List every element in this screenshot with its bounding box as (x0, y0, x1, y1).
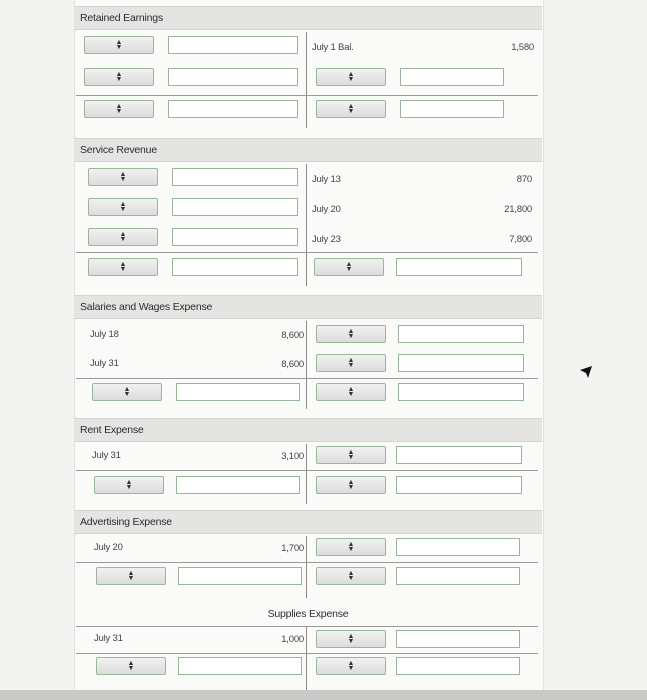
date-dropdown[interactable]: ▲ ▼ (84, 100, 154, 118)
balance-row (74, 100, 542, 124)
credit-entry-row (74, 325, 542, 349)
amount-input[interactable] (168, 36, 298, 54)
account-title: Supplies Expense (267, 608, 349, 620)
date-dropdown[interactable]: ▲ ▼ (92, 383, 162, 401)
date-dropdown[interactable]: ▲ ▼ (316, 446, 386, 464)
debit-amount: 1,000 (281, 634, 304, 645)
date-dropdown[interactable]: ▲ ▼ (96, 567, 166, 585)
mouse-cursor-icon (578, 364, 594, 380)
date-dropdown[interactable]: ▲ ▼ (88, 258, 158, 276)
date-dropdown[interactable]: ▲ ▼ (88, 168, 158, 186)
debit-entry-row (74, 36, 542, 60)
amount-input[interactable] (396, 476, 522, 494)
amount-input[interactable] (396, 258, 522, 276)
amount-input[interactable] (168, 68, 298, 86)
amount-input[interactable] (172, 168, 298, 186)
debit-date-label: July 31 (90, 358, 119, 369)
date-dropdown[interactable]: ▲ ▼ (94, 476, 164, 494)
balance-row (74, 657, 542, 681)
account-title: Retained Earnings (74, 6, 542, 30)
amount-input[interactable] (396, 538, 520, 556)
amount-input[interactable] (396, 567, 520, 585)
amount-input[interactable] (396, 630, 520, 648)
amount-input[interactable] (398, 354, 524, 372)
credit-amount: 1,580 (511, 42, 534, 53)
debit-entry-row (74, 68, 542, 92)
credit-entry-row (74, 630, 542, 654)
date-dropdown[interactable]: ▲ ▼ (316, 383, 386, 401)
credit-amount: 870 (516, 174, 532, 185)
amount-input[interactable] (172, 258, 298, 276)
debit-date-label: July 20 (94, 542, 123, 553)
credit-date-label: July 23 (312, 234, 341, 245)
amount-input[interactable] (396, 657, 520, 675)
credit-entry-row (74, 446, 542, 470)
credit-amount: 7,800 (509, 234, 532, 245)
credit-date-label: July 1 Bal. (312, 42, 354, 53)
entry-row (74, 168, 542, 192)
balance-row (74, 383, 542, 407)
debit-amount: 3,100 (281, 451, 304, 462)
debit-date-label: July 31 (92, 450, 121, 461)
date-dropdown[interactable]: ▲ ▼ (84, 68, 154, 86)
bottom-bar (0, 690, 647, 700)
date-dropdown[interactable]: ▲ ▼ (88, 198, 158, 216)
account-title: Service Revenue (74, 138, 542, 162)
date-dropdown[interactable]: ▲ ▼ (316, 657, 386, 675)
amount-input[interactable] (176, 476, 300, 494)
debit-amount: 1,700 (281, 543, 304, 554)
amount-input[interactable] (172, 198, 298, 216)
date-dropdown[interactable]: ▲ ▼ (316, 567, 386, 585)
amount-input[interactable] (168, 100, 298, 118)
date-dropdown[interactable]: ▲ ▼ (316, 100, 386, 118)
date-dropdown[interactable]: ▲ ▼ (316, 354, 386, 372)
credit-date-label: July 20 (312, 204, 341, 215)
amount-input[interactable] (178, 567, 302, 585)
account-title: Advertising Expense (74, 510, 542, 534)
date-dropdown[interactable]: ▲ ▼ (96, 657, 166, 675)
debit-amount: 8,600 (281, 330, 304, 341)
date-dropdown[interactable]: ▲ ▼ (84, 36, 154, 54)
debit-amount: 8,600 (281, 359, 304, 370)
entry-row (74, 198, 542, 222)
date-dropdown[interactable]: ▲ ▼ (314, 258, 384, 276)
account-title: Salaries and Wages Expense (74, 295, 542, 319)
amount-input[interactable] (400, 68, 504, 86)
account-title: Rent Expense (74, 418, 542, 442)
credit-date-label: July 13 (312, 174, 341, 185)
amount-input[interactable] (398, 383, 524, 401)
balance-row (74, 567, 542, 591)
amount-input[interactable] (176, 383, 300, 401)
amount-input[interactable] (398, 325, 524, 343)
debit-date-label: July 18 (90, 329, 119, 340)
balance-row (74, 476, 542, 500)
amount-input[interactable] (400, 100, 504, 118)
date-dropdown[interactable]: ▲ ▼ (316, 325, 386, 343)
date-dropdown[interactable]: ▲ ▼ (316, 68, 386, 86)
credit-entry-row (74, 354, 542, 378)
date-dropdown[interactable]: ▲ ▼ (316, 476, 386, 494)
credit-entry-row (74, 538, 542, 562)
date-dropdown[interactable]: ▲ ▼ (316, 630, 386, 648)
date-dropdown[interactable]: ▲ ▼ (88, 228, 158, 246)
amount-input[interactable] (178, 657, 302, 675)
amount-input[interactable] (396, 446, 522, 464)
balance-row (74, 258, 542, 282)
credit-amount: 21,800 (504, 204, 532, 215)
date-dropdown[interactable]: ▲ ▼ (316, 538, 386, 556)
debit-date-label: July 31 (94, 633, 123, 644)
entry-row (74, 228, 542, 252)
amount-input[interactable] (172, 228, 298, 246)
